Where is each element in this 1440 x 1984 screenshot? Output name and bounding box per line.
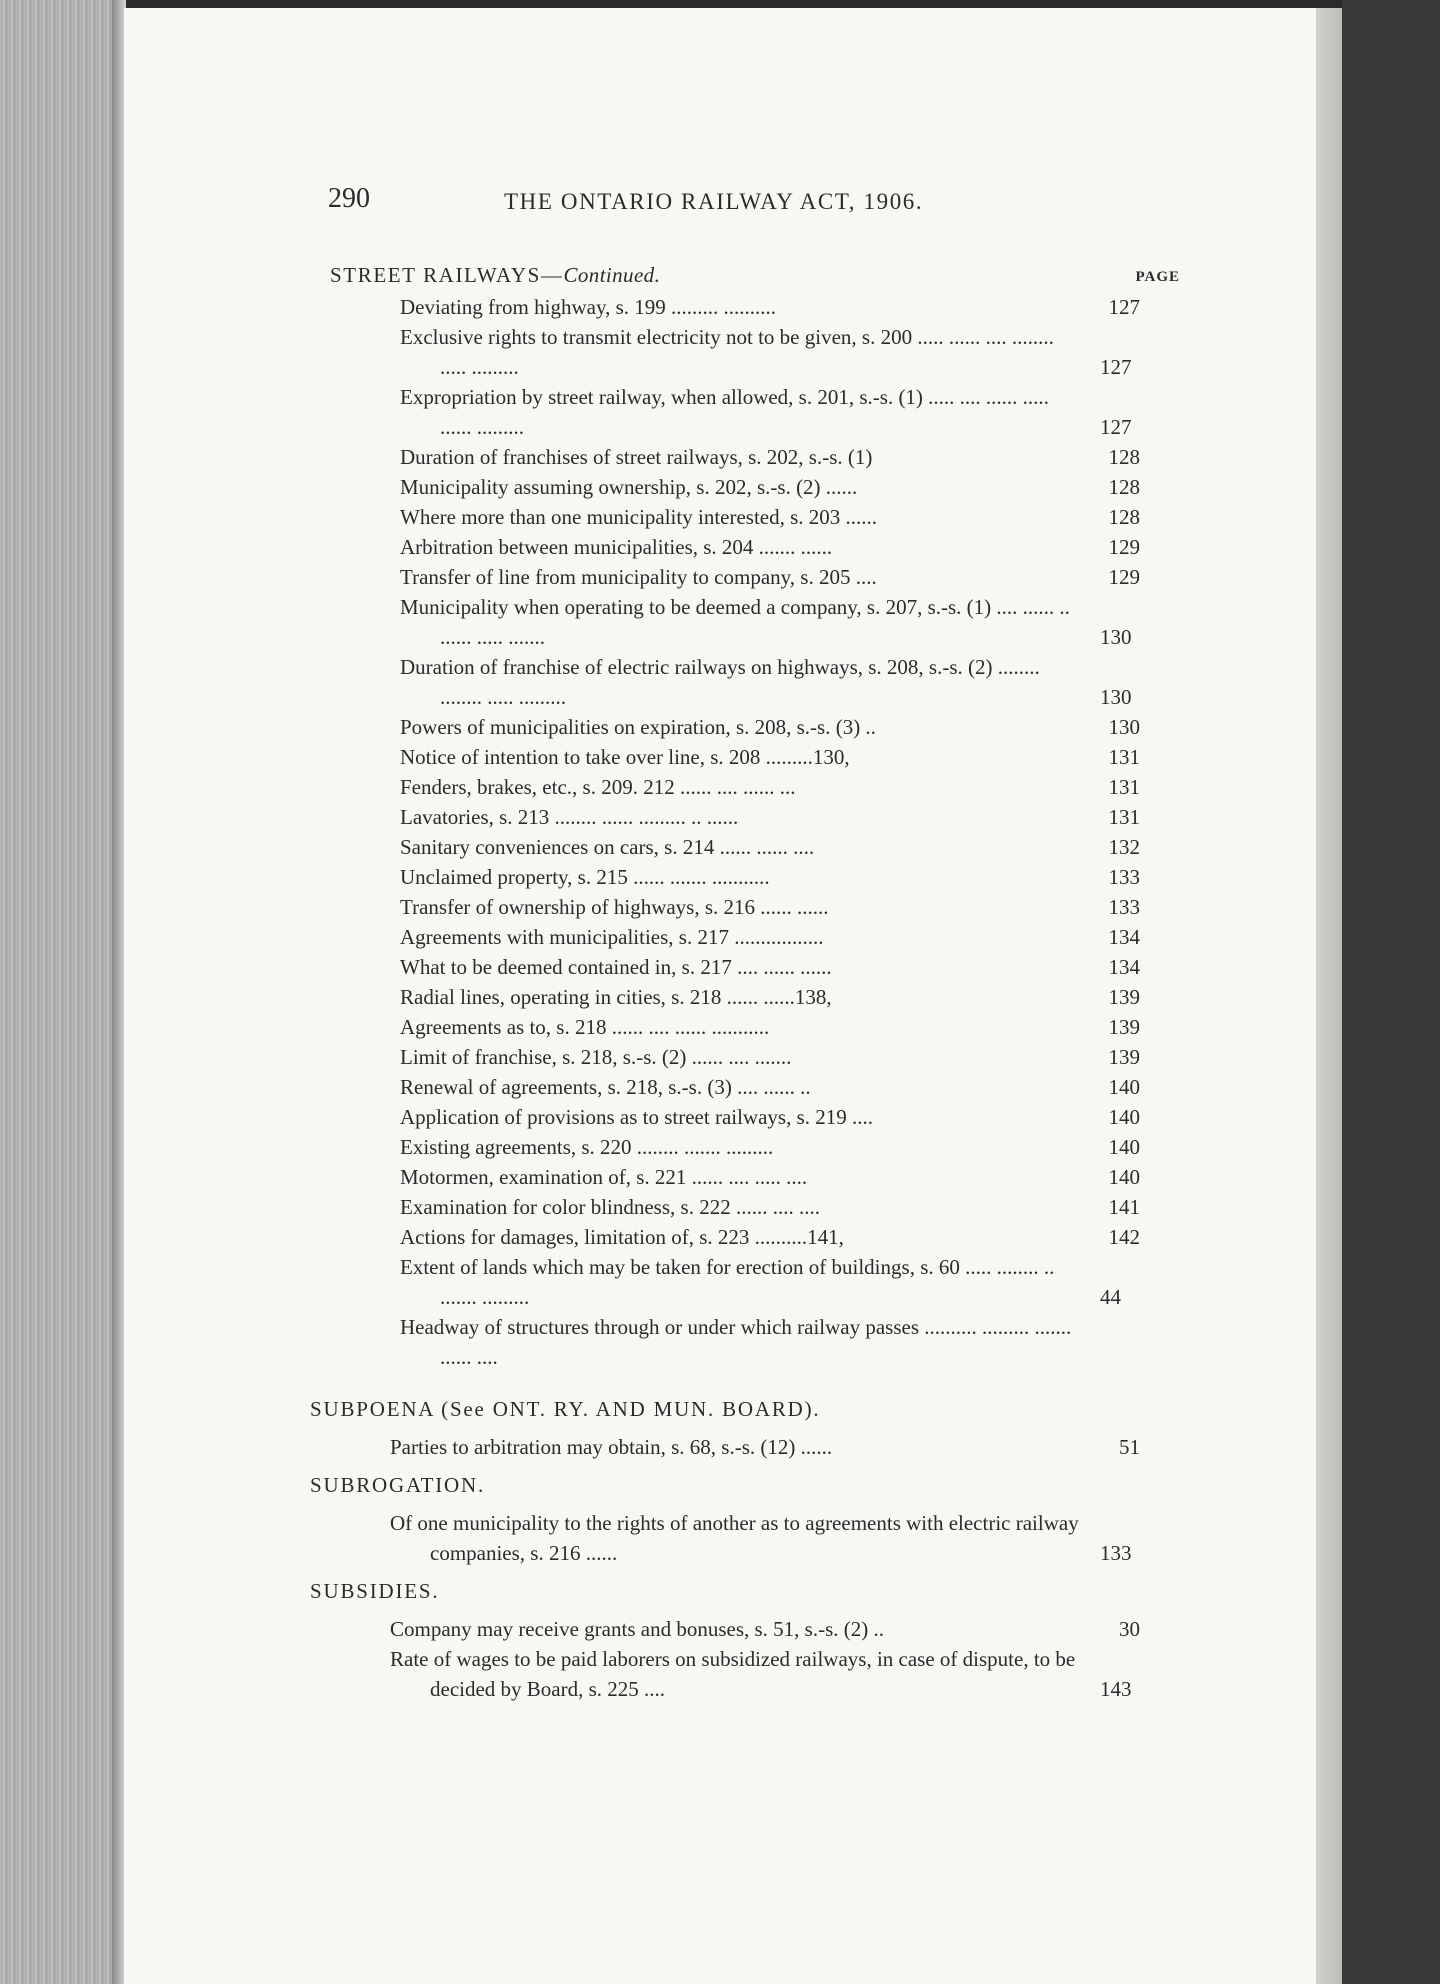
entry-page-number: 131 — [1108, 775, 1140, 799]
entry-text: Application of provisions as to street railways, s. 219 .... — [400, 1105, 874, 1129]
index-entry — [300, 292, 1140, 322]
entry-text: Arbitration between municipalities, s. 204 ....... ...... — [400, 535, 833, 559]
entry-page-number: 128 — [1108, 475, 1140, 499]
entry-page-number: 128 — [1108, 505, 1140, 529]
index-entry — [300, 502, 1140, 532]
entry-text: Headway of structures through or under which railway passes .......... ......... ....... ...... .... — [400, 1315, 1072, 1369]
facing-page-edge — [1316, 8, 1342, 1984]
index-entry — [300, 712, 1140, 742]
index-entry — [300, 442, 1140, 472]
index-entry: Duration of franchise of electric railways on highways, s. 208, s.-s. (2) ........ ........ ..... ......... 130 — [400, 655, 1132, 709]
entry-page-number: 129 — [1108, 535, 1140, 559]
entry-text: Parties to arbitration may obtain, s. 68, s.-s. (12) ...... — [390, 1435, 833, 1459]
entry-text: Agreements as to, s. 218 ...... .... ...... ........... — [400, 1015, 770, 1039]
entry-page-number: 127 — [1108, 295, 1140, 319]
index-entry: Extent of lands which may be taken for erection of buildings, s. 60 ..... ........ .. ....... ......... 44 — [400, 1255, 1121, 1309]
index-entry — [300, 832, 1140, 862]
subsidies-heading: SUBSIDIES. — [310, 1579, 440, 1603]
index-entry: Rate of wages to be paid laborers on subsidized railways, in case of dispute, to be decided by Board, s. 225 .... 143 — [390, 1647, 1132, 1701]
entry-text: Actions for damages, limitation of, s. 223 ..........141, — [400, 1225, 844, 1249]
index-entry — [300, 802, 1140, 832]
entry-text: Rate of wages to be paid laborers on subsidized railways, in case of dispute, to be decided by Board, s. 225 .... — [390, 1647, 1076, 1701]
entry-text: Notice of intention to take over line, s. 208 .........130, — [400, 745, 850, 769]
subrogation-heading: SUBROGATION. — [310, 1473, 486, 1497]
subrogation-list — [300, 1508, 1140, 1568]
entry-text: Deviating from highway, s. 199 ......... .......... — [400, 295, 777, 319]
entry-text: Examination for color blindness, s. 222 ...... .... .... — [400, 1195, 820, 1219]
entry-text: Transfer of line from municipality to company, s. 205 .... — [400, 565, 877, 589]
index-entry — [300, 1312, 1140, 1372]
entry-text: Powers of municipalities on expiration, s. 208, s.-s. (3) .. — [400, 715, 876, 739]
entry-text: Fenders, brakes, etc., s. 209. 212 ...... .... ...... ... — [400, 775, 796, 799]
entry-page-number: 142 — [1108, 1225, 1140, 1249]
index-entry: Municipality when operating to be deemed a company, s. 207, s.-s. (1) .... ...... .. ...... ..... ....... 130 — [400, 595, 1132, 649]
entry-text: Limit of franchise, s. 218, s.-s. (2) ...... .... ....... — [400, 1045, 792, 1069]
entry-page-number: 139 — [1108, 1015, 1140, 1039]
entry-text: Lavatories, s. 213 ........ ...... ......... .. ...... — [400, 805, 739, 829]
index-entries — [300, 292, 1140, 1704]
entry-page-number: 130 — [1108, 715, 1140, 739]
running-head — [328, 184, 1068, 224]
entry-text: Extent of lands which may be taken for erection of buildings, s. 60 ..... ........ .. ....... ......... — [400, 1255, 1055, 1309]
page-column-label: PAGE — [1135, 269, 1180, 285]
index-entry — [300, 742, 1140, 772]
entry-page-number: 30 — [1119, 1617, 1140, 1641]
entry-page-number: 133 — [1108, 865, 1140, 889]
index-entry — [300, 472, 1140, 502]
entry-text: Agreements with municipalities, s. 217 ................. — [400, 925, 824, 949]
index-entry — [300, 1102, 1140, 1132]
page-number: 290 — [328, 183, 370, 214]
subpoena-list — [300, 1432, 1140, 1462]
entry-text: Renewal of agreements, s. 218, s.-s. (3) .... ...... .. — [400, 1075, 811, 1099]
index-entry — [300, 1162, 1140, 1192]
entry-page-number: 140 — [1108, 1105, 1140, 1129]
index-entry: Of one municipality to the rights of another as to agreements with electric railway companies, s. 216 ...... 133 — [390, 1511, 1132, 1565]
entry-page-number: 140 — [1108, 1135, 1140, 1159]
entry-page-number: 139 — [1108, 1045, 1140, 1069]
entry-text: Motormen, examination of, s. 221 ...... .... ..... .... — [400, 1165, 808, 1189]
entry-text: What to be deemed contained in, s. 217 .... ...... ...... — [400, 955, 832, 979]
index-entry — [300, 562, 1140, 592]
entry-page-number: 132 — [1108, 835, 1140, 859]
index-entry — [300, 1072, 1140, 1102]
entry-text: Sanitary conveniences on cars, s. 214 ...... ...... .... — [400, 835, 815, 859]
entry-page-number: 129 — [1108, 565, 1140, 589]
section-title-text: STREET RAILWAYS— — [330, 263, 564, 287]
book-title: THE ONTARIO RAILWAY ACT, 1906. — [504, 189, 924, 214]
entry-text: Duration of franchises of street railways, s. 202, s.-s. (1) — [400, 445, 873, 469]
section-title — [330, 260, 660, 290]
index-entry — [300, 1192, 1140, 1222]
index-entry: Exclusive rights to transmit electricity not to be given, s. 200 ..... ...... .... ........ ..... ......... 127 — [400, 325, 1132, 379]
entry-text: Existing agreements, s. 220 ........ ....... ......... — [400, 1135, 774, 1159]
index-entry — [300, 1042, 1140, 1072]
book-page-edges — [0, 0, 122, 1984]
index-entry — [300, 922, 1140, 952]
scan-background — [1342, 0, 1440, 1984]
entry-page-number: 134 — [1108, 925, 1140, 949]
entry-text: Municipality when operating to be deemed a company, s. 207, s.-s. (1) .... ...... .. ...... ..... ....... — [400, 595, 1070, 649]
index-entry — [300, 1132, 1140, 1162]
subpoena-heading: SUBPOENA (See ONT. RY. AND MUN. BOARD). — [310, 1397, 821, 1421]
index-entry — [300, 892, 1140, 922]
index-entry — [300, 862, 1140, 892]
continued-label: Continued. — [563, 263, 661, 287]
entry-text: Unclaimed property, s. 215 ...... ....... ........... — [400, 865, 770, 889]
entry-text: Radial lines, operating in cities, s. 218 ...... ......138, — [400, 985, 832, 1009]
entry-page-number: 131 — [1108, 805, 1140, 829]
entry-text: Expropriation by street railway, when allowed, s. 201, s.-s. (1) ..... .... ...... ..... ...... ......... — [400, 385, 1049, 439]
index-entry — [300, 772, 1140, 802]
entry-text: Exclusive rights to transmit electricity not to be given, s. 200 ..... ...... .... ........ ..... ......... — [400, 325, 1054, 379]
entry-page-number: 139 — [1108, 985, 1140, 1009]
index-entry — [300, 1222, 1140, 1252]
index-entry: Expropriation by street railway, when allowed, s. 201, s.-s. (1) ..... .... ...... ..... ...... ......... 127 — [400, 385, 1132, 439]
entry-text: Company may receive grants and bonuses, s. 51, s.-s. (2) .. — [390, 1617, 884, 1641]
index-entry — [300, 532, 1140, 562]
index-entry — [300, 952, 1140, 982]
index-entry — [300, 1432, 1140, 1462]
entry-page-number: 131 — [1108, 745, 1140, 769]
entry-text: Where more than one municipality interested, s. 203 ...... — [400, 505, 878, 529]
entry-text: Transfer of ownership of highways, s. 216 ...... ...... — [400, 895, 829, 919]
street-railways-list — [300, 292, 1140, 1372]
index-entry — [300, 982, 1140, 1012]
entry-page-number: 133 — [1108, 895, 1140, 919]
index-entry — [300, 1012, 1140, 1042]
entry-page-number: 134 — [1108, 955, 1140, 979]
entry-page-number: 141 — [1108, 1195, 1140, 1219]
index-entry — [300, 1614, 1140, 1644]
entry-page-number: 140 — [1108, 1165, 1140, 1189]
entry-page-number: 140 — [1108, 1075, 1140, 1099]
entry-text: Duration of franchise of electric railways on highways, s. 208, s.-s. (2) ........ ........ ..... ......... — [400, 655, 1040, 709]
entry-text: Of one municipality to the rights of another as to agreements with electric railway companies, s. 216 ...... — [390, 1511, 1079, 1565]
entry-page-number: 51 — [1119, 1435, 1140, 1459]
entry-page-number: 128 — [1108, 445, 1140, 469]
section-heading — [330, 260, 1180, 292]
entry-text: Municipality assuming ownership, s. 202, s.-s. (2) ...... — [400, 475, 858, 499]
subsidies-list — [300, 1614, 1140, 1704]
